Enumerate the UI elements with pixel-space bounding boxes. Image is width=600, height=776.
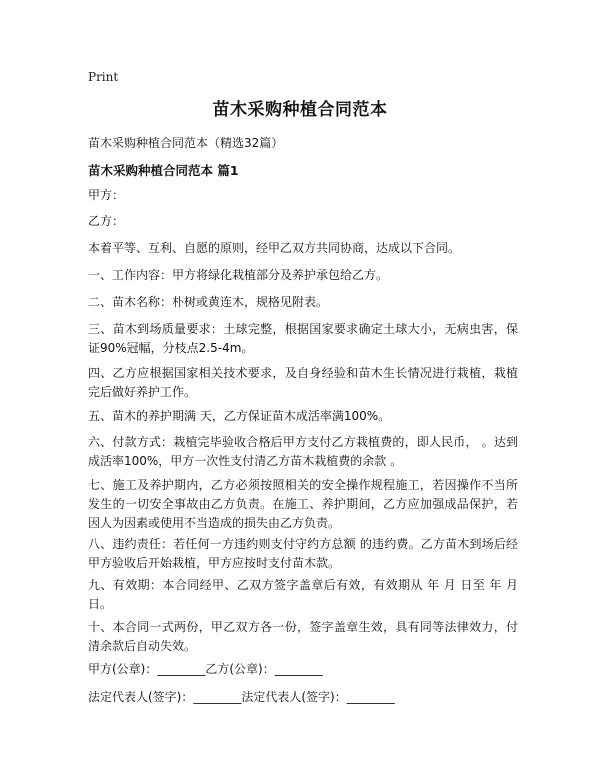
signature-line: 法定代表人(签字)：________法定代表人(签字)：________	[88, 690, 395, 704]
party-b-line: 乙方：	[88, 214, 125, 228]
section-heading: 苗木采购种植合同范本 篇1	[88, 163, 239, 178]
clause-10-copies: 十、本合同一式两份，甲乙双方各一份，签字盖章生效，具有同等法律效力，付清余款后自动失效。	[88, 620, 518, 653]
document-title: 苗木采购种植合同范本	[212, 100, 388, 120]
clause-2-seedling-name: 二、苗木名称：朴树或黄连木，规格见附表。	[88, 295, 329, 309]
clause-6-payment: 六、付款方式：栽植完毕验收合格后甲方支付乙方栽植费的，即人民币， 。达到成活率100%，甲方一次性支付清乙方苗木栽植费的余款 。	[88, 435, 518, 468]
seal-line: 甲方(公章)：________乙方(公章)：________	[88, 662, 323, 676]
clause-7-safety: 七、施工及养护期内，乙方必须按照相关的安全操作规程施工，若因操作不当所发生的一切安全事故由乙方负责。在施工、养护期间，乙方应加强成品保护，若因人为因素或使用不当造成的损失由乙方负责。	[88, 478, 518, 530]
clause-5-maintenance-period: 五、苗木的养护期满 天，乙方保证苗木成活率满100%。	[88, 409, 391, 423]
clause-1-work-content: 一、工作内容：甲方将绿化栽植部分及养护承包给乙方。	[88, 268, 389, 282]
clause-9-validity: 九、有效期：本合同经甲、乙双方签字盖章后有效，有效期从 年 月 日至 年 月 日。	[88, 578, 522, 611]
clause-4-planting: 四、乙方应根据国家相关技术要求，及自身经验和苗木生长情况进行栽植，栽植完后做好养护工作。	[88, 366, 518, 399]
clause-8-breach: 八、违约责任：若任何一方违约则支付守约方总额 的违约费。乙方苗木到场后经甲方验收后开始栽植，甲方应按时支付苗木款。	[88, 537, 518, 570]
clause-3-quality-requirements: 三、苗木到场质量要求：土球完整，根据国家要求确定土球大小，无病虫害，保证90%冠幅，分枝点2.5-4m。	[88, 322, 518, 355]
document-subtitle: 苗木采购种植合同范本（精选32篇）	[88, 136, 284, 150]
preamble-paragraph: 本着平等、互利、自愿的原则，经甲乙双方共同协商，达成以下合同。	[88, 241, 461, 255]
print-link[interactable]: Print	[88, 70, 119, 84]
party-a-line: 甲方：	[88, 188, 125, 202]
